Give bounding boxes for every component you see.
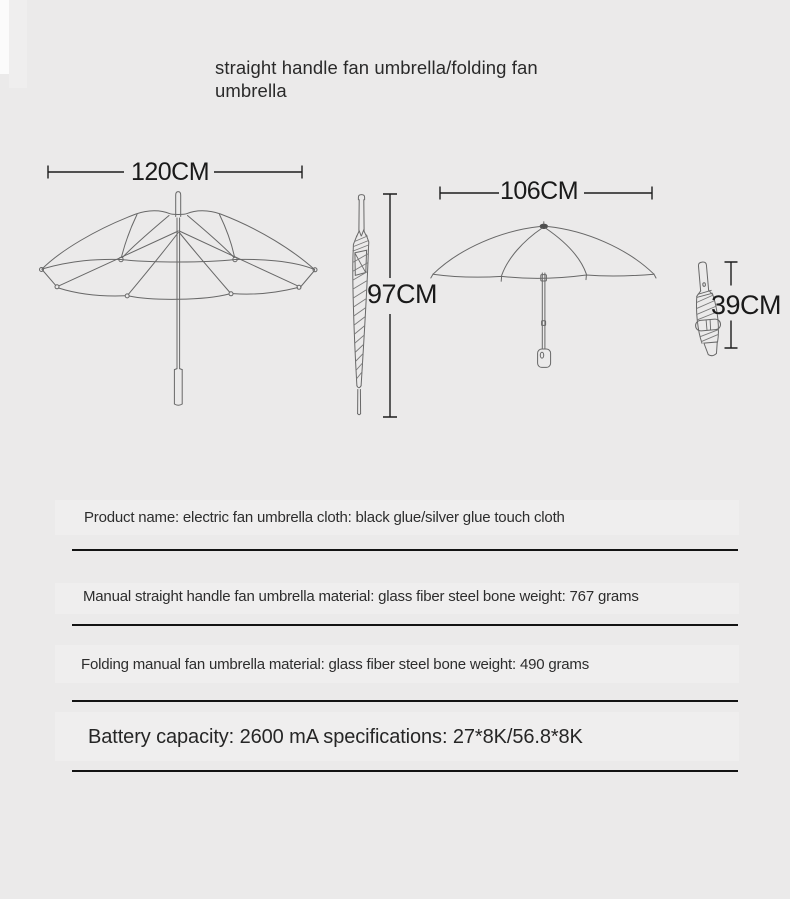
dimension-label-open-folding-width: 106CM (499, 177, 579, 205)
dimension-label-closed-straight-height: 97CM (366, 279, 438, 309)
open-folding-umbrella-icon (431, 222, 656, 368)
spec-product-name: Product name: electric fan umbrella cloth: black glue/silver glue touch cloth (84, 509, 565, 526)
divider (72, 624, 738, 626)
dimension-label-open-straight-width: 120CM (130, 158, 210, 186)
dimension-label-folded-height: 39CM (710, 290, 782, 320)
page-title-line2: umbrella (215, 80, 287, 101)
divider (72, 700, 738, 702)
spec-folding-umbrella-material: Folding manual fan umbrella material: glass fiber steel bone weight: 490 grams (81, 656, 590, 673)
page-title-line1: straight handle fan umbrella/folding fan (215, 57, 538, 78)
divider (72, 549, 738, 551)
spec-battery-capacity: Battery capacity: 2600 mA specifications: 27*8K/56.8*8K (88, 726, 583, 748)
divider (72, 770, 738, 772)
open-straight-umbrella-icon (40, 192, 318, 406)
spec-straight-umbrella-material: Manual straight handle fan umbrella material: glass fiber steel bone weight: 767 grams (83, 588, 639, 605)
